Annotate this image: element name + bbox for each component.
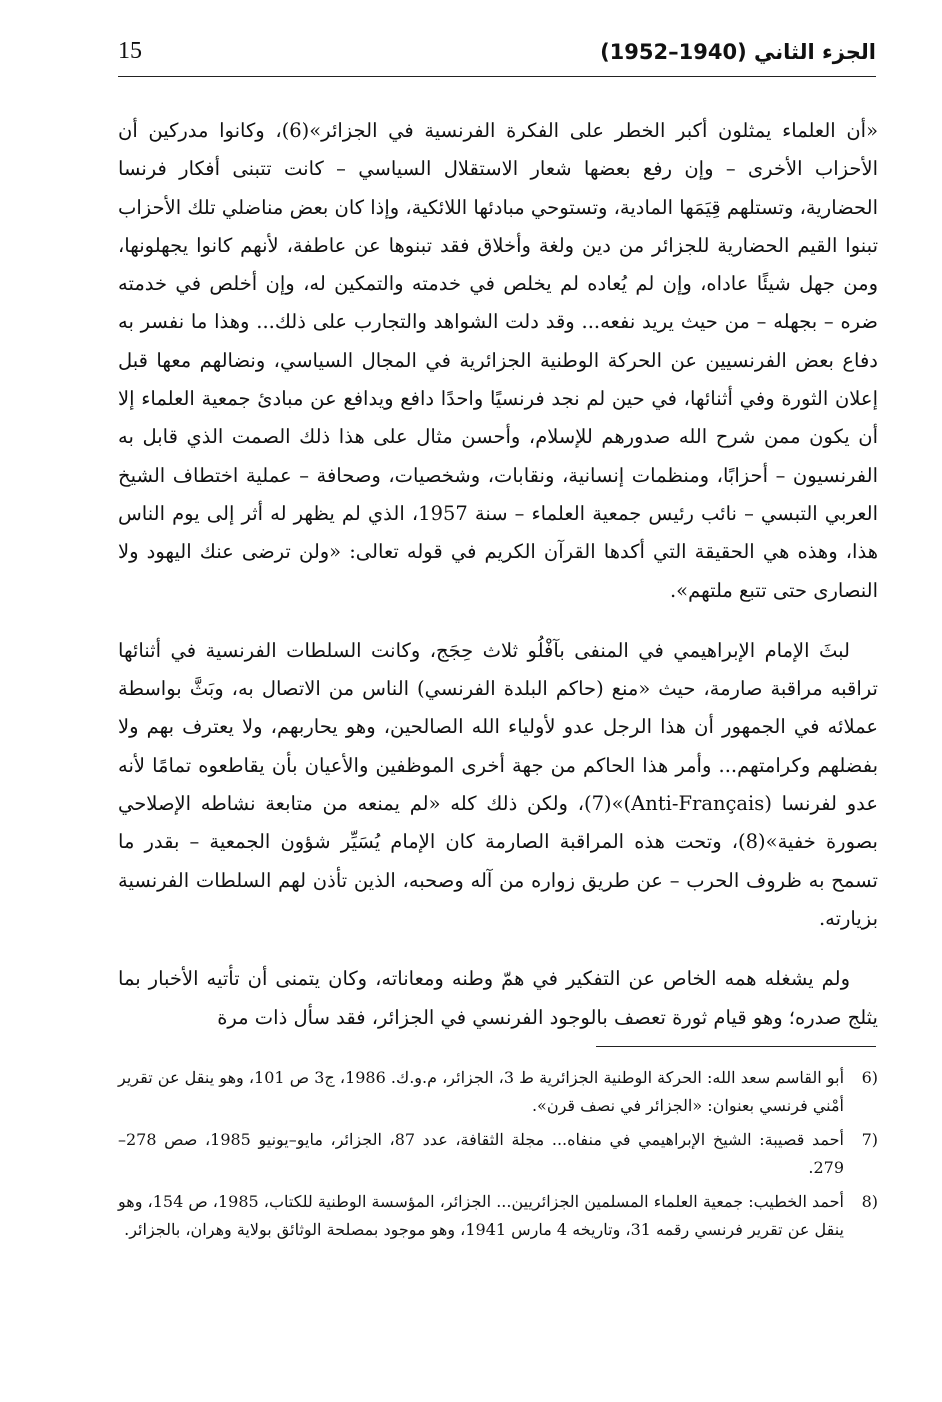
page-header <box>118 36 876 77</box>
footnote <box>118 1126 878 1182</box>
footnote-number: 8) <box>861 1192 878 1211</box>
main-text <box>118 112 878 1037</box>
running-head: الجزء الثاني (1940–1952) <box>600 40 876 64</box>
footnote-text: أبو القاسم سعد الله: الحركة الوطنية الجزائرية ط 3، الجزائر، م.و.ك. 1986، ج3 ص 101، وهو ينقل عن تقرير أمْني فرنسي بعنوان: «الجزائر في نصف قرن». <box>118 1068 845 1115</box>
paragraph: لبثَ الإمام الإبراهيمي في المنفى بآفْلُو ثلاث حِجَج، وكانت السلطات الفرنسية في أثنائها تراقبه مراقبة صارمة، حيث «منع (حاكم البلدة الفرنسي) الناس من الاتصال به، وبَثَّ بواسطة عملائه في الجمهور أن هذا الرجل عدو لأولياء الله الصالحين، وهو يحاربهم، ولا يعترف بهم ولا بفضلهم وكرامتهم... وأمر هذا الحاكم من جهة أخرى الموظفين والأعيان بأن يقاطعوه تمامًا لأنه عدو لفرنسا (Anti-Français)»(7)، ولكن ذلك كله «لم يمنعه من متابعة نشاطه الإصلاحي بصورة خفية»(8)، وتحت هذه المراقبة الصارمة كان الإمام يُسَيِّر شؤون الجمعية – بقدر ما تسمح به ظروف الحرب – عن طريق زواره من آله وصحبه، الذين تأذن لهم السلطات الفرنسية بزيارته. <box>118 638 878 930</box>
page-number: 15 <box>118 38 142 64</box>
footnote-text: أحمد الخطيب: جمعية العلماء المسلمين الجزائريين... الجزائر، المؤسسة الوطنية للكتاب، 1985، ص 154، وهو ينقل عن تقرير فرنسي رقمه 31، وتاريخه 4 مارس 1941، وهو موجود بمصلحة الوثائق بولاية وهران، بالجزائر. <box>118 1192 844 1239</box>
paragraph: «أن العلماء يمثلون أكبر الخطر على الفكرة الفرنسية في الجزائر»(6)، وكانوا مدركين أن الأحزاب الأخرى – وإن رفع بعضها شعار الاستقلال السياسي – كانت تتبنى أفكار فرنسا الحضارية، وتستلهم قِيَمَها المادية، وتستوحي مبادئها اللائكية، وإذا كان بعض مناضلي تلك الأحزاب تبنوا القيم الحضارية للجزائر من دين ولغة وأخلاق فقد تبنوها عن عاطفة، لأنهم كانوا يجهلونها، ومن جهل شيئًا عاداه، وإن لم يُعاده لم يخلص في خدمته والتمكين له، وإن أخلص في خدمته ضره – بجهله – من حيث يريد نفعه... وقد دلت الشواهد والتجارب على ذلك... وهذا ما نفسر به دفاع بعض الفرنسيين عن الحركة الوطنية الجزائرية في المجال السياسي، ونضالهم معها قبل إعلان الثورة وفي أثنائها، في حين لم نجد فرنسيًا واحدًا دافع ويدافع عن مبادئ جمعية العلماء إلا أن يكون ممن شرح الله صدورهم للإسلام، وأحسن مثال على هذا ذلك الصمت الذي قابل به الفرنسيون – أحزابًا، ومنظمات إنسانية، ونقابات، وشخصيات، وصحافة – عملية اختطاف الشيخ العربي التبسي – نائب رئيس جمعية العلماء – سنة 1957، الذي لم يظهر له أثر إلى يوم الناس هذا، وهذه هي الحقيقة التي أكدها القرآن الكريم في قوله تعالى: «ولن ترضى عنك اليهود ولا النصارى حتى تتبع ملتهم». <box>118 119 878 602</box>
footnote <box>118 1188 878 1244</box>
footnote-number: 7) <box>861 1130 878 1149</box>
footnote <box>118 1064 878 1120</box>
paragraph: ولم يشغله همه الخاص عن التفكير في همّ وطنه ومعاناته، وكان يتمنى أن تأتيه الأخبار بما يثلج صدره؛ وهو قيام ثورة تعصف بالوجود الفرنسي في الجزائر، فقد سأل ذات مرة <box>118 967 878 1029</box>
footnote-number: 6) <box>861 1068 878 1087</box>
footnote-text: أحمد قصيبة: الشيخ الإبراهيمي في منفاه... مجلة الثقافة، عدد 87، الجزائر، مايو–يونيو 1985، صص 278–279. <box>118 1130 844 1177</box>
footnotes <box>118 1064 878 1250</box>
footnote-divider <box>596 1046 876 1047</box>
